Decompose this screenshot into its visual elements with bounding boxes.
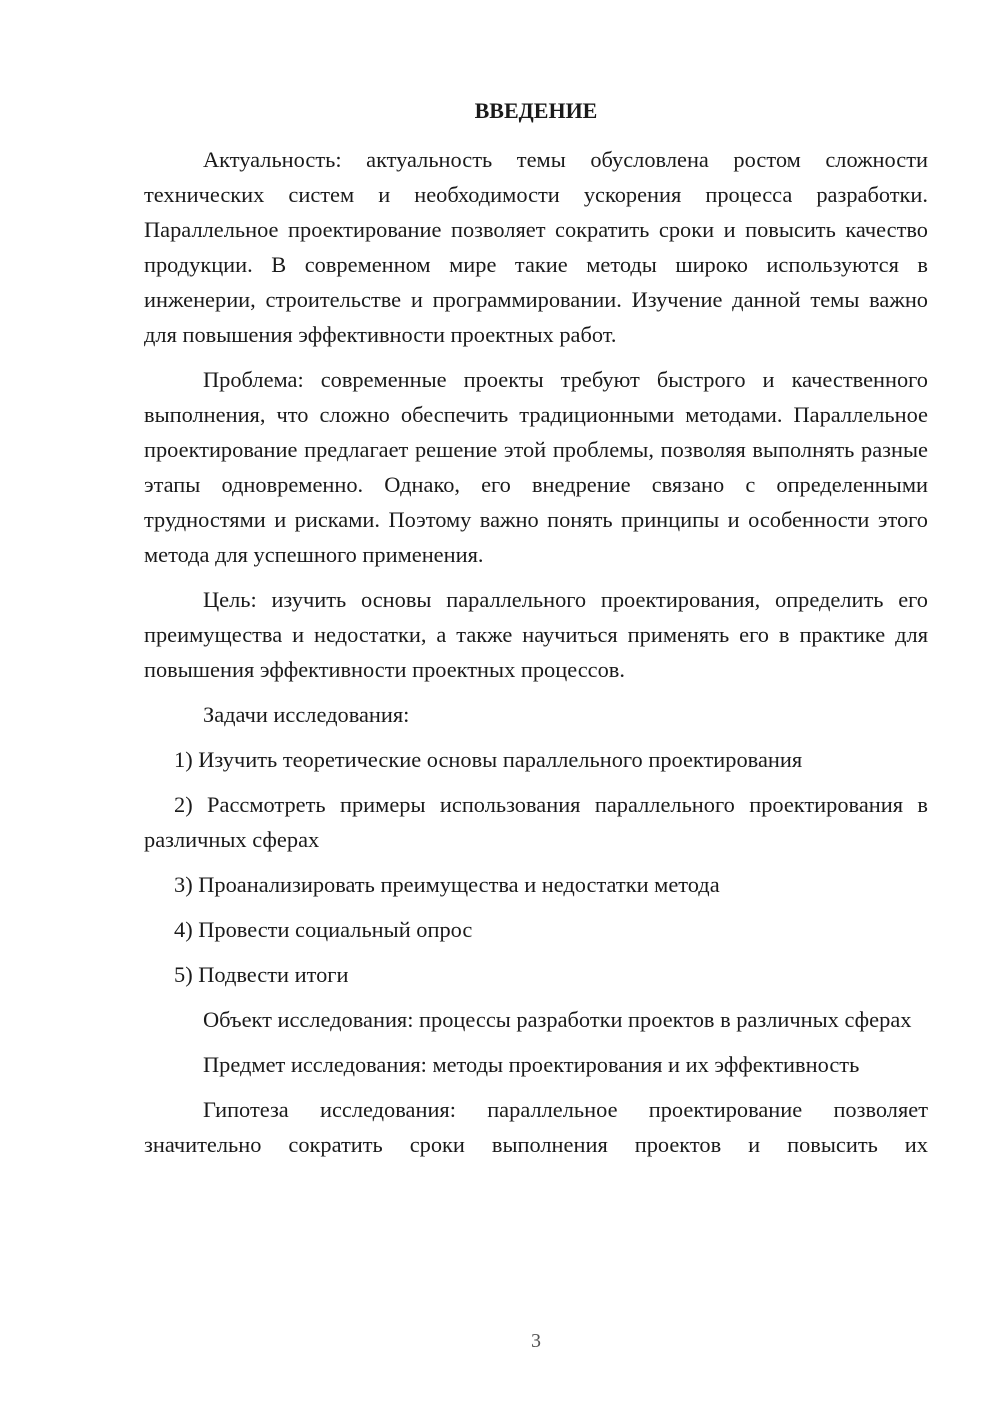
paragraph-hypothesis: Гипотеза исследования: параллельное проектирование позволяет значительно сократить сроки выполнения проектов и повысить их (144, 1097, 928, 1157)
task-item-1: 1) Изучить теоретические основы параллельного проектирования (174, 747, 803, 772)
tasks-heading: Задачи исследования: (203, 702, 410, 727)
task-item-4: 4) Провести социальный опрос (174, 917, 473, 942)
paragraph-relevance: Актуальность: актуальность темы обусловлена ростом сложности технических систем и необходимости ускорения процесса разработки. Параллельное проектирование позволяет сократить сроки и повысить качество продукции. В современном мире такие методы широко используются в инженерии, строительстве и программировании. Изучение данной темы важно для повышения эффективности проектных работ. (144, 147, 928, 347)
task-item-5: 5) Подвести итоги (174, 962, 349, 987)
task-item-2: 2) Рассмотреть примеры использования параллельного проектирования в различных сферах (144, 792, 928, 852)
section-heading: ВВЕДЕНИЕ (474, 98, 598, 123)
paragraph-goal: Цель: изучить основы параллельного проектирования, определить его преимущества и недостатки, а также научиться применять его в практике для повышения эффективности проектных процессов. (144, 587, 928, 682)
paragraph-subject: Предмет исследования: методы проектирования и их эффективность (203, 1052, 860, 1077)
document-body (144, 142, 928, 1172)
paragraph-problem: Проблема: современные проекты требуют быстрого и качественного выполнения, что сложно обеспечить традиционными методами. Параллельное проектирование предлагает решение этой проблемы, позволяя выполнять разные этапы одновременно. Однако, его внедрение связано с определенными трудностями и рисками. Поэтому важно понять принципы и особенности этого метода для успешного применения. (144, 367, 928, 567)
paragraph-object: Объект исследования: процессы разработки проектов в различных сферах (203, 1007, 912, 1032)
page-number: 3 (531, 1330, 541, 1352)
task-item-3: 3) Проанализировать преимущества и недостатки метода (174, 872, 720, 897)
